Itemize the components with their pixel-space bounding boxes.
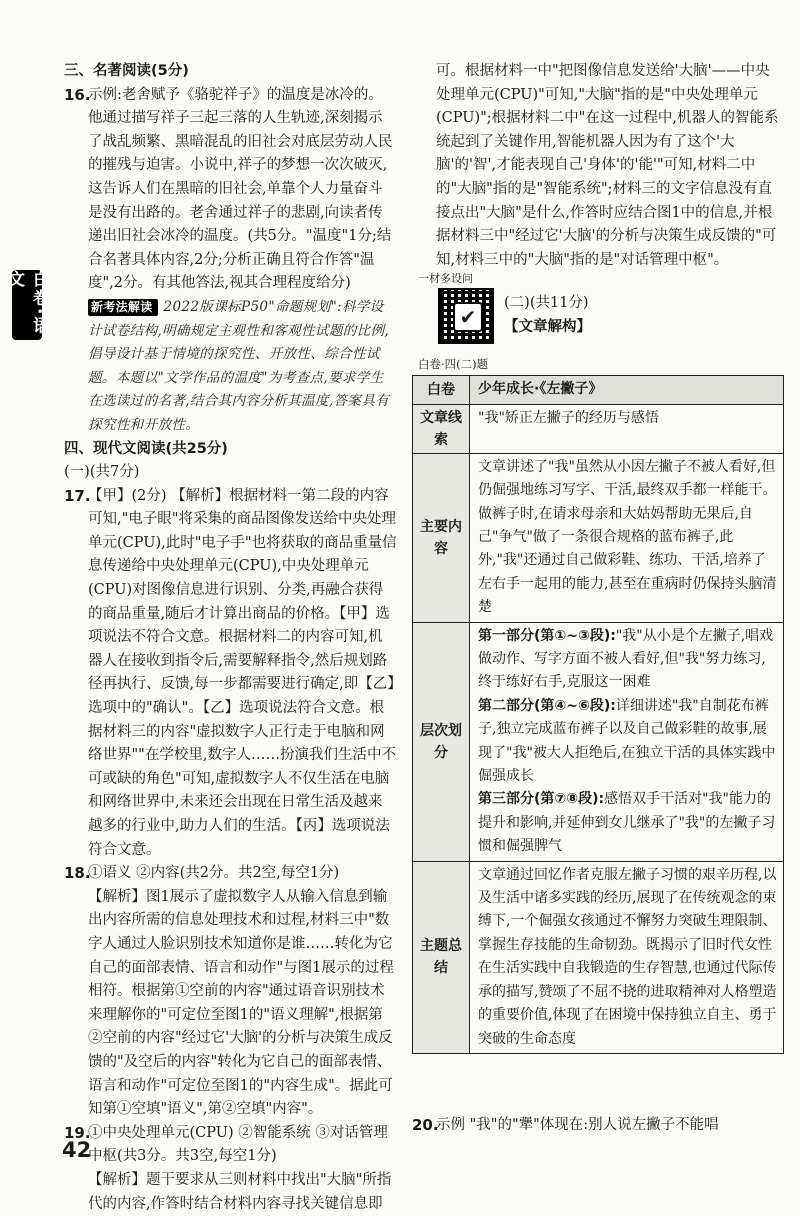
- note-text: 2022版课标P50"命题规划":科学设计试卷结构,明确规定主观性和客观性试题的比例,倡导设计基于情境的探究性、开放性、综合性试题。本题以"文学作品的温度"为考查点,要求学生在选读过的名著,结合其内容分析其温度,答案具有探究性和开放性。: [88, 298, 390, 433]
- question-number: 18.: [64, 864, 91, 883]
- row-label: 文章线索: [413, 404, 470, 453]
- table-row: [413, 861, 784, 1053]
- part-2: [478, 695, 777, 789]
- table-row: [413, 453, 784, 622]
- question-17: [64, 485, 397, 863]
- question-18: [64, 862, 397, 1122]
- q19-continuation: 可。根据材料一中"把图像信息发送给'大脑'——中央处理单元(CPU)"可知,"大脑"指的是"中央处理单元(CPU)";根据材料二中"在这一过程中,机器人的智能系统起到了关键作用,智能机器人因为有了这个'大脑'的'智',才能表现自己'身体'的'能'"可知,材料二中的"大脑"指的是"智能系统";材料三的文字信息没有直接点出"大脑"是什么,作答时应结合图1中的信息,并根据材料三中"经过它'大脑'的分析与决策生成反馈的"可知,材料三中的"大脑"指的是"对话管理中枢"。: [436, 63, 779, 268]
- question-number: 20.: [412, 1116, 439, 1134]
- right-column: [412, 60, 784, 1054]
- table-header-value: 少年成长·《左撇子》: [470, 376, 784, 404]
- part-text: "我"从小是个左撇子,唱戏做动作、写字方面不被人看好,但"我"努力练习,终于练好右手,克服这一困难: [478, 627, 774, 691]
- row-label: 层次划分: [413, 622, 470, 861]
- row-parts: [470, 622, 784, 861]
- question-number: 17.: [64, 486, 91, 505]
- qr-block: [412, 272, 784, 354]
- part-heading: 第二部分(第④~⑥段):: [478, 697, 616, 714]
- part-3: [478, 788, 777, 858]
- table-row: [413, 404, 784, 453]
- table-header-row: [413, 376, 784, 404]
- row-label: 主题总结: [413, 861, 470, 1053]
- table-row: [413, 622, 784, 861]
- part-1: [478, 625, 777, 695]
- question-text: 示例:老舍赋予《骆驼祥子》的温度是冰冷的。他通过描写祥子三起三落的人生轨迹,深刻揭示了战乱频繁、黑暗混乱的旧社会对底层劳动人民的摧残与迫害。小说中,祥子的梦想一次次破灭,这告诉人们在黑暗的旧社会,单靠个人力量奋斗是没有出路的。老舍通过祥子的悲剧,向读者传递出旧社会冰冷的温度。(共5分。"温度"1分;结合名著具体内容,2分;分析正确且符合作答"温度",2分。有其他答法,视其合理程度给分): [88, 86, 393, 292]
- question-20: [412, 1114, 800, 1138]
- table-caption: 白卷·四(二)题: [418, 357, 489, 372]
- question-number: 16.: [64, 85, 91, 104]
- side-section-tab: 白卷·语文: [12, 270, 42, 340]
- part-heading: 第一部分(第①~③段):: [478, 627, 616, 644]
- question-analysis: 【解析】题干要求从三则材料中找出"大脑"所指代的内容,作答时结合材料内容寻找关键信息即: [88, 1171, 392, 1212]
- question-answer: ①语义 ②内容(共2分。共2空,每空1分): [88, 865, 340, 882]
- question-analysis: 【解析】图1展示了虚拟数字人从输入信息到输出内容所需的信息处理技术和过程,材料三中"数字人通过人脸识别技术知道你是谁……转化为它自己的面部表情、语言和动作"与图1展示的过程相符。根据第①空前的内容"通过语音识别技术来理解你的"可定位至图1的"语义理解",根据第②空前的内容"经过它'大脑'的分析与决策生成反馈的"及空后的内容"转化为它自己的面部表情、语言和动作"可定位至图1的"内容生成"。据此可知第①空填"语义",第②空填"内容"。: [88, 888, 394, 1118]
- row-text: 文章通过回忆作者克服左撇子习惯的艰辛历程,以及生活中诸多实践的经历,展现了在传统观念的束缚下,一个倔强女孩通过不懈努力突破生理限制、掌握生存技能的生命韧劲。既揭示了旧时代女性在生活实践中自我锻造的生存智慧,也通过代际传承的描写,赞颂了不屈不挠的进取精神对人格塑造的重要价值,体现了在困境中保持独立自主、勇于突破的生命态度: [470, 861, 784, 1053]
- question-text: 【甲】(2分) 【解析】根据材料一第二段的内容可知,"电子眼"将采集的商品图像发送给中央处理单元(CPU),此时"电子手"也将获取的商品重量信息传递给中央处理单元(CPU),中央处理单元(CPU)对图像信息进行识别、分类,再融合获得的商品重量,随后才计算出商品的价格。【甲】选项说法不符合文意。根据材料二的内容可知,机器人在接收到指令后,需要解释指令,然后规划路径再执行、反馈,每一步都需要进行确定,即【乙】选项中的"确认"。【乙】选项说法符合文意。根据材料三的内容"虚拟数字人正行走于电脑和网络世界""在学校里,数字人……扮演我们生活中不可或缺的角色"可知,虚拟数字人不仅生活在电脑和网络世界中,未来还会出现在日常生活及越来越多的行业中,助力人们的生活。【丙】选项说法符合文意。: [88, 487, 397, 858]
- row-label: 主要内容: [413, 453, 470, 622]
- check-icon: ✔: [453, 302, 483, 332]
- question-answer: ①中央处理单元(CPU) ②智能系统 ③对话管理中枢(共3分。共3空,每空1分): [88, 1124, 388, 1165]
- left-column: [64, 60, 397, 1216]
- question-text: 示例 "我"的"犟"体现在:别人说左撇子不能唱: [436, 1117, 719, 1133]
- part-text: 感悟双手干活对"我"能力的提升和影响,并延伸到女儿继承了"我"的左撇子习惯和倔强脾气: [478, 791, 776, 855]
- exam-note: [88, 296, 397, 438]
- page-number: 42: [62, 1138, 92, 1162]
- row-text: 文章讲述了"我"虽然从小因左撇子不被人看好,但仍倔强地练习写字、干活,最终双手都一样能干。做裤子时,在请求母亲和大姑妈帮助无果后,自己"争气"做了一条很合规格的蓝布裤子,此外,"我"还通过自己做彩鞋、练功、干活,培养了左右手一起用的能力,甚至在重病时仍保持头脑清楚: [470, 453, 784, 622]
- qr-side-text: [504, 292, 591, 339]
- article-structure-table: [412, 375, 784, 1054]
- section-3-heading: 三、名著阅读(5分): [64, 63, 189, 79]
- question-19: [64, 1122, 397, 1216]
- question-16: [64, 84, 397, 296]
- structure-label: 【文章解构】: [504, 318, 591, 335]
- subsection-2-heading: (二)(共11分): [504, 295, 589, 312]
- qr-code-icon[interactable]: [438, 288, 494, 344]
- row-text: "我"矫正左撇子的经历与感悟: [470, 404, 784, 453]
- table-header-label: 白卷: [413, 376, 470, 404]
- part-text: 详细讲述"我"自制花布裤子,独立完成蓝布裤子以及自己做彩鞋的故事,展现了"我"被大人拒绝后,在独立干活的具体实践中倔强成长: [478, 697, 776, 785]
- section-4-heading: 四、现代文阅读(共25分): [64, 440, 228, 457]
- qr-caption: 一材多设问: [418, 272, 473, 286]
- subsection-1-heading: (一)(共7分): [64, 464, 140, 481]
- part-heading: 第三部分(第⑦⑧段):: [478, 791, 605, 808]
- note-badge: 新考法解读: [88, 299, 158, 316]
- question-number: 19.: [64, 1123, 91, 1142]
